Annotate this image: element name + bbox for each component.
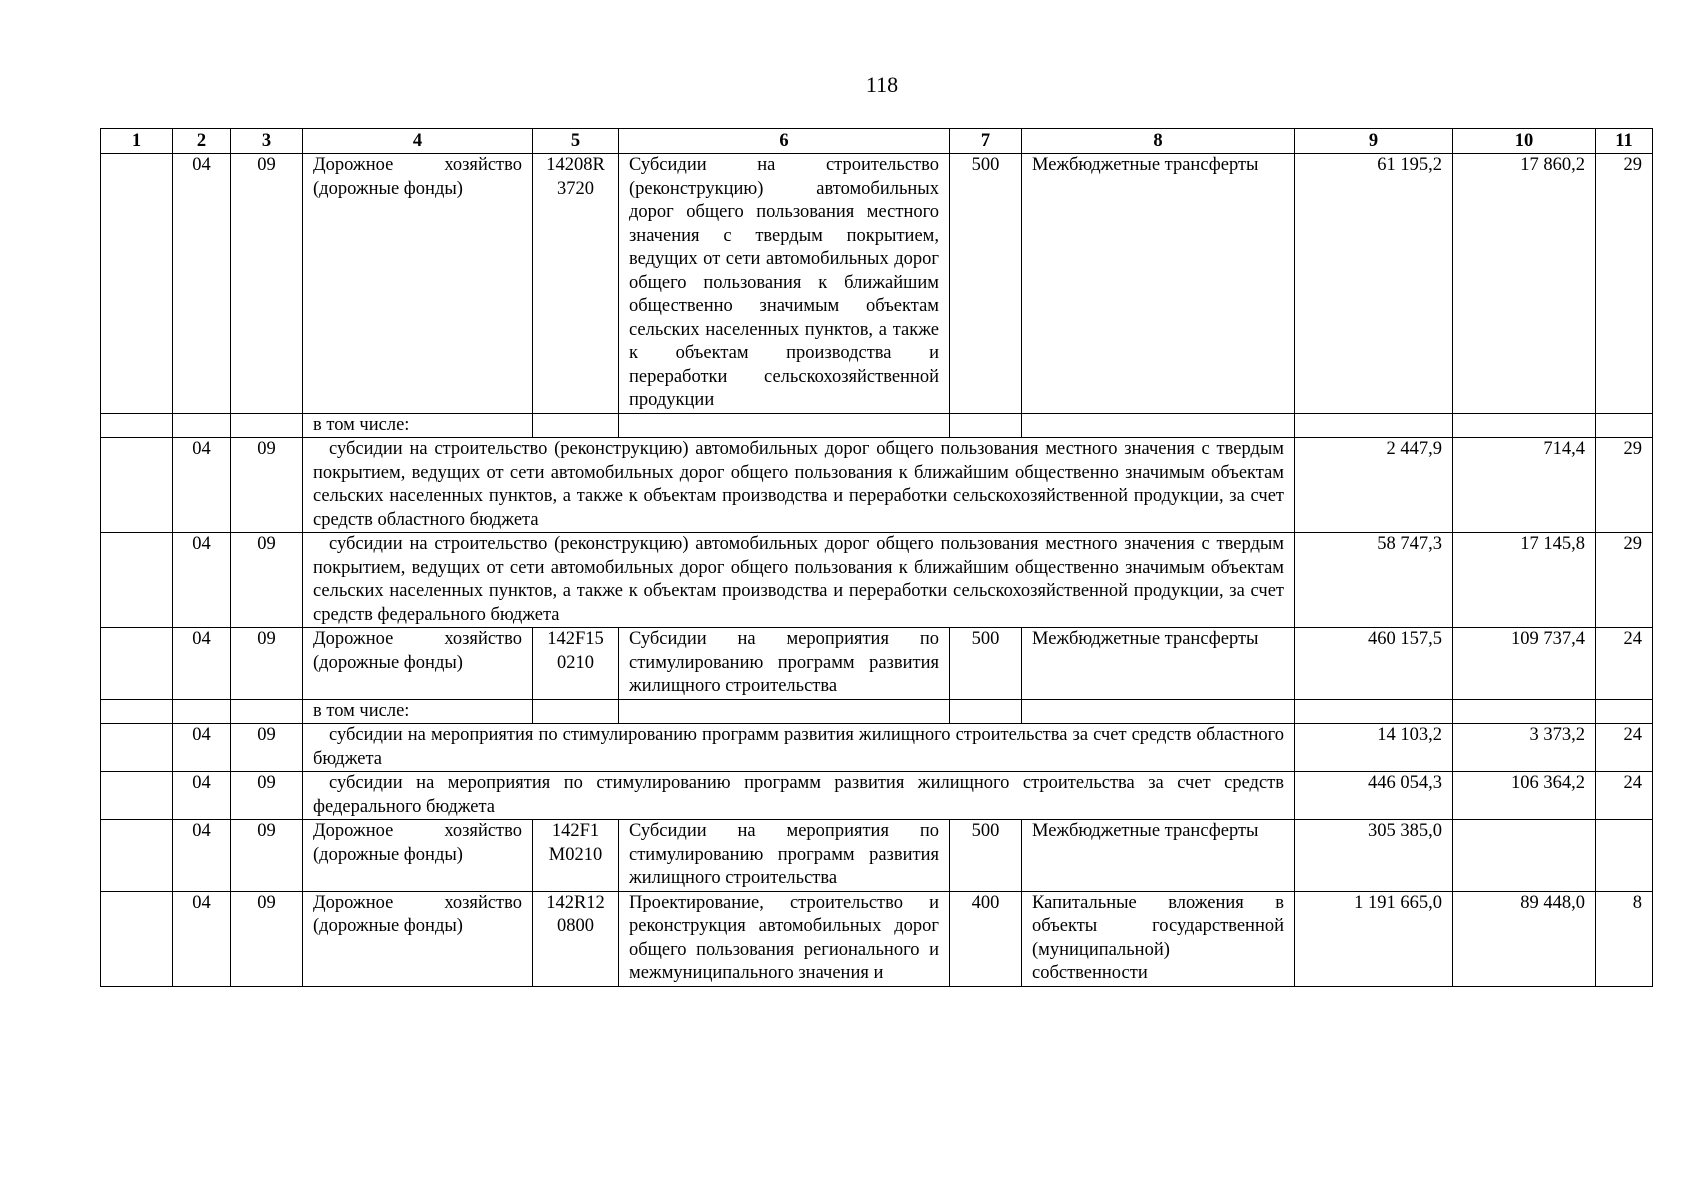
- cell-col1: [101, 154, 173, 414]
- cell-amount-total: 61 195,2: [1295, 154, 1453, 414]
- cell-section: 04: [173, 891, 231, 986]
- cell-empty: [173, 413, 231, 438]
- cell-col11: [1596, 820, 1653, 892]
- cell-amount-part: 106 364,2: [1453, 772, 1596, 820]
- cell-subsection-name: Дорожное хозяйство (дорожные фонды): [303, 891, 533, 986]
- table-row: [101, 699, 1653, 724]
- column-header-9: 9: [1295, 129, 1453, 154]
- cell-empty: [101, 699, 173, 724]
- column-header-1: 1: [101, 129, 173, 154]
- cell-target-name: Субсидии на мероприятия по стимулированию программ развития жилищного строительства: [619, 628, 950, 700]
- page-number: 118: [865, 72, 899, 97]
- cell-col11: 24: [1596, 724, 1653, 772]
- cell-section: 04: [173, 724, 231, 772]
- table-row: [101, 628, 1653, 700]
- cell-subsection: 09: [231, 438, 303, 533]
- cell-col11: 8: [1596, 891, 1653, 986]
- cell-empty: [950, 413, 1022, 438]
- cell-section: 04: [173, 820, 231, 892]
- cell-target-code: 142F15 0210: [533, 628, 619, 700]
- cell-col1: [101, 772, 173, 820]
- table-row: [101, 772, 1653, 820]
- table-row: [101, 413, 1653, 438]
- cell-empty: [1596, 413, 1653, 438]
- cell-section: 04: [173, 438, 231, 533]
- cell-including-label: в том числе:: [303, 413, 533, 438]
- cell-subsection-name: Дорожное хозяйство (дорожные фонды): [303, 154, 533, 414]
- cell-amount-part: 17 860,2: [1453, 154, 1596, 414]
- cell-empty: [1295, 699, 1453, 724]
- cell-section: 04: [173, 533, 231, 628]
- cell-subsection: 09: [231, 628, 303, 700]
- cell-subsection: 09: [231, 891, 303, 986]
- cell-empty: [533, 699, 619, 724]
- cell-subsection: 09: [231, 772, 303, 820]
- cell-merged-description: субсидии на мероприятия по стимулированию программ развития жилищного строительства за счет средств областного бюджета: [303, 724, 1295, 772]
- cell-expense-type-name: Межбюджетные трансферты: [1022, 154, 1295, 414]
- cell-empty: [1596, 699, 1653, 724]
- cell-empty: [173, 699, 231, 724]
- cell-amount-total: 305 385,0: [1295, 820, 1453, 892]
- cell-amount-part: 89 448,0: [1453, 891, 1596, 986]
- cell-amount-part: 17 145,8: [1453, 533, 1596, 628]
- cell-col1: [101, 628, 173, 700]
- column-header-6: 6: [619, 129, 950, 154]
- cell-expense-type-name: Межбюджетные трансферты: [1022, 820, 1295, 892]
- column-header-2: 2: [173, 129, 231, 154]
- cell-expense-type: 500: [950, 154, 1022, 414]
- cell-col11: 29: [1596, 438, 1653, 533]
- table-row: [101, 891, 1653, 986]
- cell-empty: [231, 699, 303, 724]
- cell-col1: [101, 438, 173, 533]
- cell-col11: 24: [1596, 772, 1653, 820]
- cell-expense-type-name: Межбюджетные трансферты: [1022, 628, 1295, 700]
- cell-empty: [1453, 413, 1596, 438]
- cell-subsection: 09: [231, 820, 303, 892]
- cell-target-name: Проектирование, строительство и реконструкция автомобильных дорог общего пользования регионального и межмуниципального значения и: [619, 891, 950, 986]
- cell-section: 04: [173, 628, 231, 700]
- cell-empty: [231, 413, 303, 438]
- cell-amount-total: 446 054,3: [1295, 772, 1453, 820]
- cell-col1: [101, 891, 173, 986]
- column-header-11: 11: [1596, 129, 1653, 154]
- cell-expense-type-name: Капитальные вложения в объекты государственной (муниципальной) собственности: [1022, 891, 1295, 986]
- cell-amount-part: 3 373,2: [1453, 724, 1596, 772]
- column-header-3: 3: [231, 129, 303, 154]
- cell-empty: [1022, 699, 1295, 724]
- cell-empty: [1022, 413, 1295, 438]
- cell-subsection-name: Дорожное хозяйство (дорожные фонды): [303, 628, 533, 700]
- cell-target-code: 142R12 0800: [533, 891, 619, 986]
- cell-target-name: Субсидии на мероприятия по стимулированию программ развития жилищного строительства: [619, 820, 950, 892]
- cell-col1: [101, 820, 173, 892]
- cell-amount-part: 109 737,4: [1453, 628, 1596, 700]
- cell-expense-type: 500: [950, 628, 1022, 700]
- cell-col1: [101, 533, 173, 628]
- cell-section: 04: [173, 772, 231, 820]
- cell-empty: [950, 699, 1022, 724]
- cell-amount-total: 2 447,9: [1295, 438, 1453, 533]
- column-header-10: 10: [1453, 129, 1596, 154]
- cell-amount-total: 1 191 665,0: [1295, 891, 1453, 986]
- cell-expense-type: 500: [950, 820, 1022, 892]
- table-row: [101, 154, 1653, 414]
- cell-empty: [101, 413, 173, 438]
- cell-subsection: 09: [231, 154, 303, 414]
- header-row: [101, 129, 1653, 154]
- cell-merged-description: субсидии на мероприятия по стимулированию программ развития жилищного строительства за счет средств федерального бюджета: [303, 772, 1295, 820]
- column-header-5: 5: [533, 129, 619, 154]
- cell-empty: [1295, 413, 1453, 438]
- cell-amount-total: 14 103,2: [1295, 724, 1453, 772]
- table-row: [101, 820, 1653, 892]
- column-header-7: 7: [950, 129, 1022, 154]
- cell-target-name: Субсидии на строительство (реконструкцию) автомобильных дорог общего пользования местного значения с твердым покрытием, ведущих от сети автомобильных дорог общего пользования к ближайшим общественно значимым объектам сельских населенных пунктов, а также к объектам производства и переработки сельскохозяйственной продукции: [619, 154, 950, 414]
- table-row: [101, 438, 1653, 533]
- cell-col11: 24: [1596, 628, 1653, 700]
- cell-subsection: 09: [231, 533, 303, 628]
- cell-expense-type: 400: [950, 891, 1022, 986]
- cell-amount-part: [1453, 820, 1596, 892]
- cell-empty: [619, 413, 950, 438]
- cell-subsection: 09: [231, 724, 303, 772]
- cell-col1: [101, 724, 173, 772]
- column-header-4: 4: [303, 129, 533, 154]
- cell-merged-description: субсидии на строительство (реконструкцию) автомобильных дорог общего пользования местного значения с твердым покрытием, ведущих от сети автомобильных дорог общего пользования к ближайшим общественно значимым объектам сельских населенных пунктов, а также к объектам производства и переработки сельскохозяйственной продукции, за счет средств областного бюджета: [303, 438, 1295, 533]
- column-header-8: 8: [1022, 129, 1295, 154]
- cell-empty: [619, 699, 950, 724]
- cell-merged-description: субсидии на строительство (реконструкцию) автомобильных дорог общего пользования местного значения с твердым покрытием, ведущих от сети автомобильных дорог общего пользования к ближайшим общественно значимым объектам сельских населенных пунктов, а также к объектам производства и переработки сельскохозяйственной продукции, за счет средств федерального бюджета: [303, 533, 1295, 628]
- cell-including-label: в том числе:: [303, 699, 533, 724]
- cell-amount-total: 58 747,3: [1295, 533, 1453, 628]
- cell-amount-part: 714,4: [1453, 438, 1596, 533]
- table-row: [101, 724, 1653, 772]
- table-row: [101, 533, 1653, 628]
- cell-empty: [533, 413, 619, 438]
- cell-target-code: 14208R 3720: [533, 154, 619, 414]
- cell-col11: 29: [1596, 533, 1653, 628]
- budget-table: [100, 128, 1653, 987]
- cell-col11: 29: [1596, 154, 1653, 414]
- cell-subsection-name: Дорожное хозяйство (дорожные фонды): [303, 820, 533, 892]
- cell-target-code: 142F1 M0210: [533, 820, 619, 892]
- cell-amount-total: 460 157,5: [1295, 628, 1453, 700]
- cell-section: 04: [173, 154, 231, 414]
- cell-empty: [1453, 699, 1596, 724]
